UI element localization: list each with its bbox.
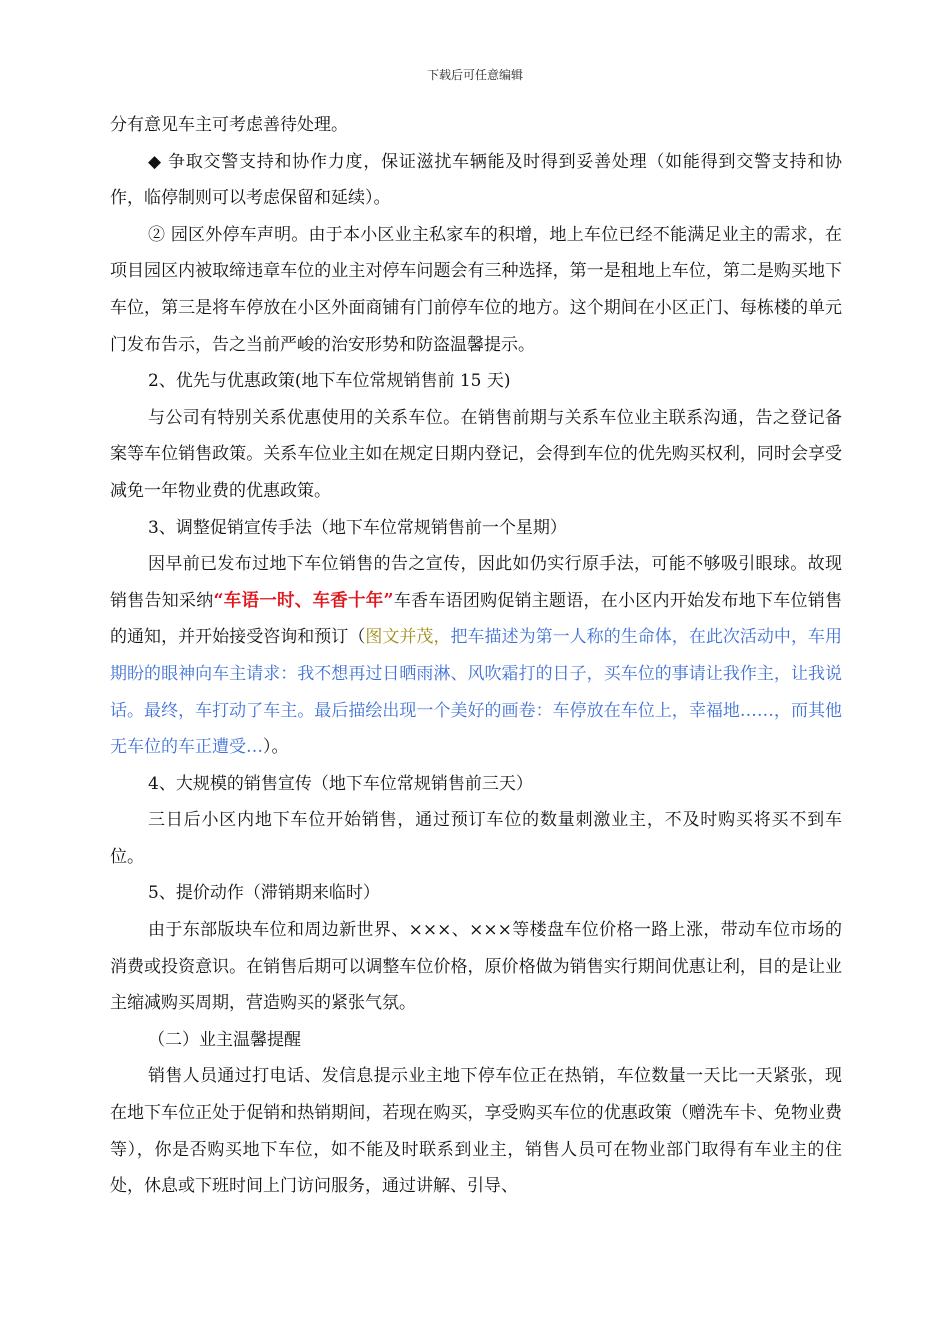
paragraph-2: ◆ 争取交警支持和协作力度，保证滋扰车辆能及时得到妥善处理（如能得到交警支持和协作，临停制则可以考虑保留和延续）。 bbox=[110, 151, 842, 209]
section-heading-5: 5、提价动作（滞销期来临时） bbox=[148, 883, 380, 904]
paragraph-7-part1: 因早前已发布过地下车位销售的告之宣传，因此如仍实行原手法，可能不够吸引眼球。故现销售告知采纳 bbox=[110, 554, 842, 611]
page-header: 下载后可任意编辑 bbox=[426, 68, 523, 82]
paragraph-13: 销售人员通过打电话、发信息提示业主地下停车位正在热销，车位数量一天比一天紧张，现在地下车位正处于促销和热销期间，若现在购买，享受购买车位的优惠政策（赠洗车卡、免物业费等），你是否购买地下车位，如不能及时联系到业主，销售人员可在物业部门取得有车业主的住处，休息或下班时间上门访问服务，通过讲解、引导、 bbox=[110, 1066, 842, 1197]
paragraph-9: 三日后小区内地下车位开始销售，通过预订车位的数量刺激业主，不及时购买将买不到车位。 bbox=[110, 810, 842, 867]
section-heading-owner-reminder: （二）业主温馨提醒 bbox=[148, 1029, 301, 1050]
document-body bbox=[110, 107, 842, 1205]
paragraph-5: 与公司有特别关系优惠使用的关系车位。在销售前期与关系车位业主联系沟通，告之登记备案等车位销售政策。关系车位业主如在规定日期内登记，会得到车位的优先购买权利，同时会享受减免一年物业费的优惠政策。 bbox=[110, 407, 842, 501]
section-heading-4: 4、大规模的销售宣传（地下车位常规销售前三天） bbox=[148, 773, 533, 794]
paragraph-7 bbox=[110, 546, 842, 766]
section-heading-2: 2、优先与优惠政策(地下车位常规销售前 15 天) bbox=[148, 371, 511, 392]
paragraph-3: ② 园区外停车声明。由于本小区业主私家车的积增，地上车位已经不能满足业主的需求，在项目园区内被取缔违章车位的业主对停车问题会有三种选择，第一是租地上车位，第二是购买地下车位，第三是将车停放在小区外面商铺有门前停车位的地方。这个期间在小区正门、每栋楼的单元门发布告示，告之当前严峻的治安形势和防盗温馨提示。 bbox=[110, 224, 842, 355]
highlight-blue-text: 把车描述为第一人称的生命体，在此次活动中，车用期盼的眼神向车主请求：我不想再过日晒雨淋、风吹霜打的日子，买车位的事请让我作主，让我说话。最终，车打动了车主。最后描绘出现一个美好的画卷：车停放在车位上，幸福地……，而其他无车位的车正遭受… bbox=[110, 627, 843, 758]
paragraph-7-part2: 车香车语团购促销主题语，在小区内开始发布地下车位销售的通知，并开始接受咨询和预订（ bbox=[110, 590, 843, 648]
paragraph-11: 由于东部版块车位和周边新世界、×××、×××等楼盘车位价格一路上涨，带动车位市场的消费或投资意识。在销售后期可以调整车位价格，原价格做为销售实行期间优惠让利，目的是让业主缩减购买周期，营造购买的紧张气氛。 bbox=[110, 920, 842, 1014]
slogan-text: “车语一时、车香十年” bbox=[213, 590, 394, 611]
section-heading-3: 3、调整促销宣传手法（地下车位常规销售前一个星期） bbox=[148, 517, 567, 538]
paragraph-1: 分有意见车主可考虑善待处理。 bbox=[110, 115, 348, 135]
highlight-olive-text: 图文并茂， bbox=[365, 627, 451, 648]
paragraph-7-end: ）。 bbox=[263, 737, 289, 758]
